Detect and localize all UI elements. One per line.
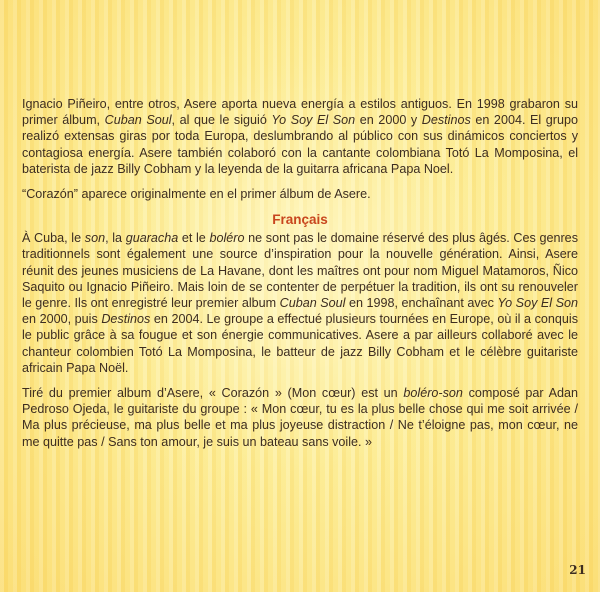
text-run: composé par Adan Pedroso Ojeda, le guitariste du groupe : « Mon cœur, tu es la plus belle chose qui me soit arrivée / Ma plus précieuse, ma plus belle et ma plus joyeuse distraction / Ne t’éloigne pas, mon cœur, ne me quitte pas / Sans ton amour, je suis un bateau sans voile. » (22, 386, 578, 449)
text-run: en 2004. El grupo realizó extensas giras por toda Europa, deslumbrando al público con sus dinámicos conciertos y contagiosa energía. Asere también colaboró con la cantante colombiana Totó La Momposina, el baterista de jazz Billy Cobham y la leyenda de la guitarra africana Papa Noel. (22, 113, 579, 176)
italic-title: boléro (209, 231, 245, 246)
italic-title: Yo Soy El Son (497, 296, 578, 311)
text-run: Tiré du premier album d’Asere, « Corazón » (Mon cœur) est un (22, 386, 404, 401)
french-paragraph-2 (22, 385, 578, 450)
text-run: , la (105, 231, 126, 246)
italic-title: Destinos (421, 113, 471, 128)
french-paragraph-1 (22, 230, 578, 376)
italic-title: son (84, 231, 106, 246)
section-heading-francais: Français (272, 212, 328, 228)
page-body (22, 96, 578, 459)
text-run: en 1998, enchaînant avec (345, 296, 498, 311)
italic-title: Yo Soy El Son (271, 113, 356, 128)
text-run: , al que le siguió (171, 113, 272, 128)
text-run: en 2000, puis (22, 312, 102, 327)
italic-title: boléro-son (403, 386, 463, 401)
text-run: et le (178, 231, 210, 246)
italic-title: Destinos (101, 312, 151, 327)
text-run: “Corazón” aparece originalmente en el primer álbum de Asere. (22, 187, 371, 202)
italic-title: Cuban Soul (104, 113, 172, 128)
text-run: en 2000 y (355, 113, 422, 128)
text-run: Ignacio Piñeiro, entre otros, Asere aporta nueva energía a estilos antiguos. En 1998 grabaron su primer álbum, (22, 97, 578, 128)
text-run: en 2004. Le groupe a effectué plusieurs tournées en Europe, où il a conquis le public grâce à sa fougue et son énergie communicatives. Asere a par ailleurs collaboré avec le chanteur colombien Totó La Momposina, le batteur de jazz Billy Cobham et le célèbre guitariste africain Papa Noël. (22, 312, 579, 375)
italic-title: guaracha (125, 231, 179, 246)
text-run: ne sont pas le domaine réservé des plus âgés. Ces genres traditionnels sont également une source d’inspiration pour la nouvelle génération. Ainsi, Asere réunit des jeunes musiciens de La Havane, dont les maîtres ont pour nom Miguel Matamoros, Ñico Saquito ou Ignacio Piñeiro. Mais loin de se contenter de perpétuer la tradition, ils ont su renouveler le genre. Ils ont enregistré leur premier album (22, 231, 578, 311)
page-number: 21 (569, 563, 586, 577)
spanish-paragraph-2 (22, 186, 578, 202)
text-run: À Cuba, le (22, 231, 85, 246)
spanish-paragraph-1 (22, 96, 578, 177)
italic-title: Cuban Soul (279, 296, 346, 311)
